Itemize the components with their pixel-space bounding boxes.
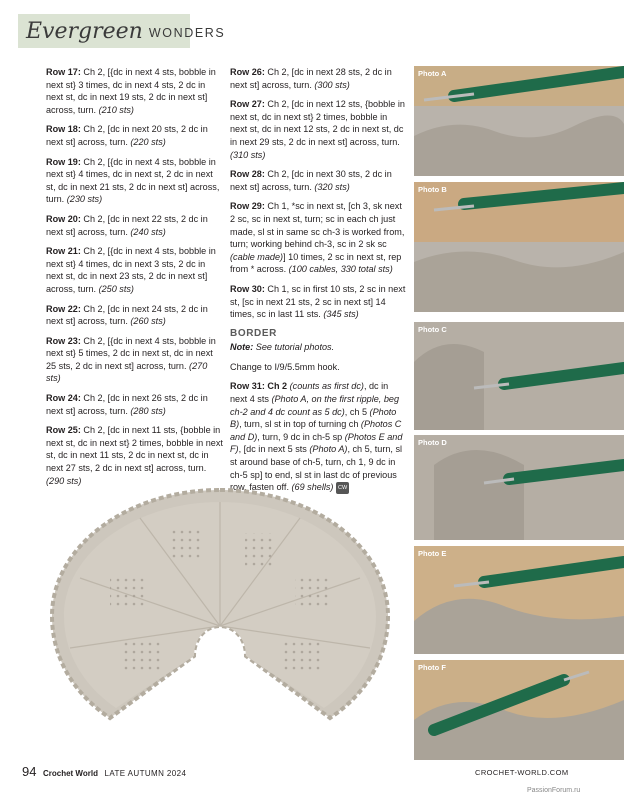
row-24: Row 24: Ch 2, [dc in next 26 sts, 2 dc in next st] across, turn. (280 sts) bbox=[46, 393, 208, 416]
page-footer bbox=[22, 764, 186, 779]
instructions-column-1 bbox=[46, 66, 224, 494]
section-header bbox=[18, 14, 226, 48]
row-23: Row 23: Ch 2, [{dc in next 4 sts, bobble in next st} 5 times, 2 dc in next st, dc in next 25 sts, 2 dc in next st] across, turn. (270 sts) bbox=[46, 335, 216, 384]
row-27: Row 27: Ch 2, [dc in next 12 sts, {bobble in next st, dc in next st} 2 times, bobble in next st, dc in next 12 sts, 2 dc in next st, dc in next 29 sts, 2 dc in next st] across, turn. (310 sts) bbox=[230, 99, 405, 160]
photo-e-label: Photo E bbox=[418, 549, 447, 558]
photo-a bbox=[414, 66, 624, 176]
photo-d bbox=[414, 435, 624, 540]
issue-name: LATE AUTUMN 2024 bbox=[104, 769, 187, 778]
row-17: Row 17: Ch 2, [{dc in next 4 sts, bobble in next st} 3 times, dc in next 4 sts, 2 dc in next st, dc in next 19 sts, 2 dc in next st] across, turn. (210 sts) bbox=[46, 67, 216, 115]
row-28: Row 28: Ch 2, [dc in next 30 sts, 2 dc in next st] across, turn. (320 sts) bbox=[230, 169, 392, 192]
watermark: PassionForum.ru bbox=[527, 787, 581, 794]
photo-c-label: Photo C bbox=[418, 325, 447, 334]
website-link[interactable]: CROCHET-WORLD.COM bbox=[475, 768, 569, 777]
page-number: 94 bbox=[22, 764, 37, 779]
header-caps-word: WONDERS bbox=[148, 25, 226, 40]
row-29: Row 29: Ch 1, *sc in next st, [ch 3, sk next 2 sc, sc in next st, turn; sc in each ch just made, sl st in same sc ch-3 is worked from, turn; working behind ch-3, sc in 2 sk sc (cable made)] 10 times, 2 sc in next st, rep from * across. (100 cables, 330 total sts) bbox=[230, 201, 405, 275]
row-31: Row 31: Ch 2 (counts as first dc), dc in next 4 sts (Photo A, on the first ripple, beg ch-2 and 4 dc count as 5 dc), ch 5 (Photo B), turn, sl st in top of turning ch (Photos C and D), turn, 9 dc in ch-5 sp (Photos E and F), [dc in next 5 sts (Photo A), ch 5, turn, sl st around base of ch-5, turn, ch 1, 9 dc in ch-5 sp] to end, sl st in last dc of previous row, fasten off. (69 shells) CW bbox=[230, 381, 403, 493]
photo-d-image bbox=[414, 435, 624, 540]
photo-d-label: Photo D bbox=[418, 438, 447, 447]
photo-b-label: Photo B bbox=[418, 185, 447, 194]
border-heading: BORDER bbox=[230, 327, 277, 339]
instructions-column-2 bbox=[230, 66, 406, 501]
photo-b-image bbox=[414, 182, 624, 312]
row-21: Row 21: Ch 2, [{dc in next 4 sts, bobble in next st} 4 times, dc in next 3 sts, 2 dc in next st, dc in next 23 sts, 2 dc in next st] across, turn. (250 sts) bbox=[46, 246, 216, 294]
photo-e-image bbox=[414, 546, 624, 654]
photo-b bbox=[414, 182, 624, 312]
row-18: Row 18: Ch 2, [dc in next 20 sts, 2 dc in next st] across, turn. (220 sts) bbox=[46, 124, 208, 147]
row-25: Row 25: Ch 2, [dc in next 11 sts, {bobble in next st, dc in next st} 2 times, bobble in next st, dc in next 11 sts, 2 dc in next st, dc in next 27 sts, 2 dc in next st] across, turn. (290 sts) bbox=[46, 425, 223, 486]
photo-c bbox=[414, 322, 624, 430]
border-note: Note: See tutorial photos. bbox=[230, 342, 335, 353]
photo-a-label: Photo A bbox=[418, 69, 447, 78]
row-30: Row 30: Ch 1, sc in first 10 sts, 2 sc in next st, [sc in next 21 sts, 2 sc in next st] 14 times, sc in last 11 sts. (345 sts) bbox=[230, 283, 406, 320]
photo-f-label: Photo F bbox=[418, 663, 446, 672]
hook-change: Change to I/9/5.5mm hook. bbox=[230, 361, 340, 372]
tree-skirt-image bbox=[50, 488, 390, 736]
magazine-name: Crochet World bbox=[42, 769, 98, 778]
row-20: Row 20: Ch 2, [dc in next 22 sts, 2 dc in next st] across, turn. (240 sts) bbox=[46, 213, 208, 237]
photo-e bbox=[414, 546, 624, 654]
row-19: Row 19: Ch 2, [{dc in next 4 sts, bobble in next st} 4 times, dc in next st, 2 dc in next st, dc in next 21 sts, 2 dc in next st] across, turn. (230 sts) bbox=[46, 156, 220, 205]
photo-f bbox=[414, 660, 624, 760]
photo-a-image bbox=[414, 66, 624, 176]
header-script-word: Evergreen bbox=[26, 18, 143, 44]
row-22: Row 22: Ch 2, [dc in next 24 sts, 2 dc in next st] across, turn. (260 sts) bbox=[46, 303, 208, 327]
end-mark-icon: CW bbox=[336, 482, 349, 495]
row-26: Row 26: Ch 2, [dc in next 28 sts, 2 dc in next st] across, turn. (300 sts) bbox=[230, 67, 392, 90]
photo-c-image bbox=[414, 322, 624, 430]
photo-f-image bbox=[414, 660, 624, 760]
